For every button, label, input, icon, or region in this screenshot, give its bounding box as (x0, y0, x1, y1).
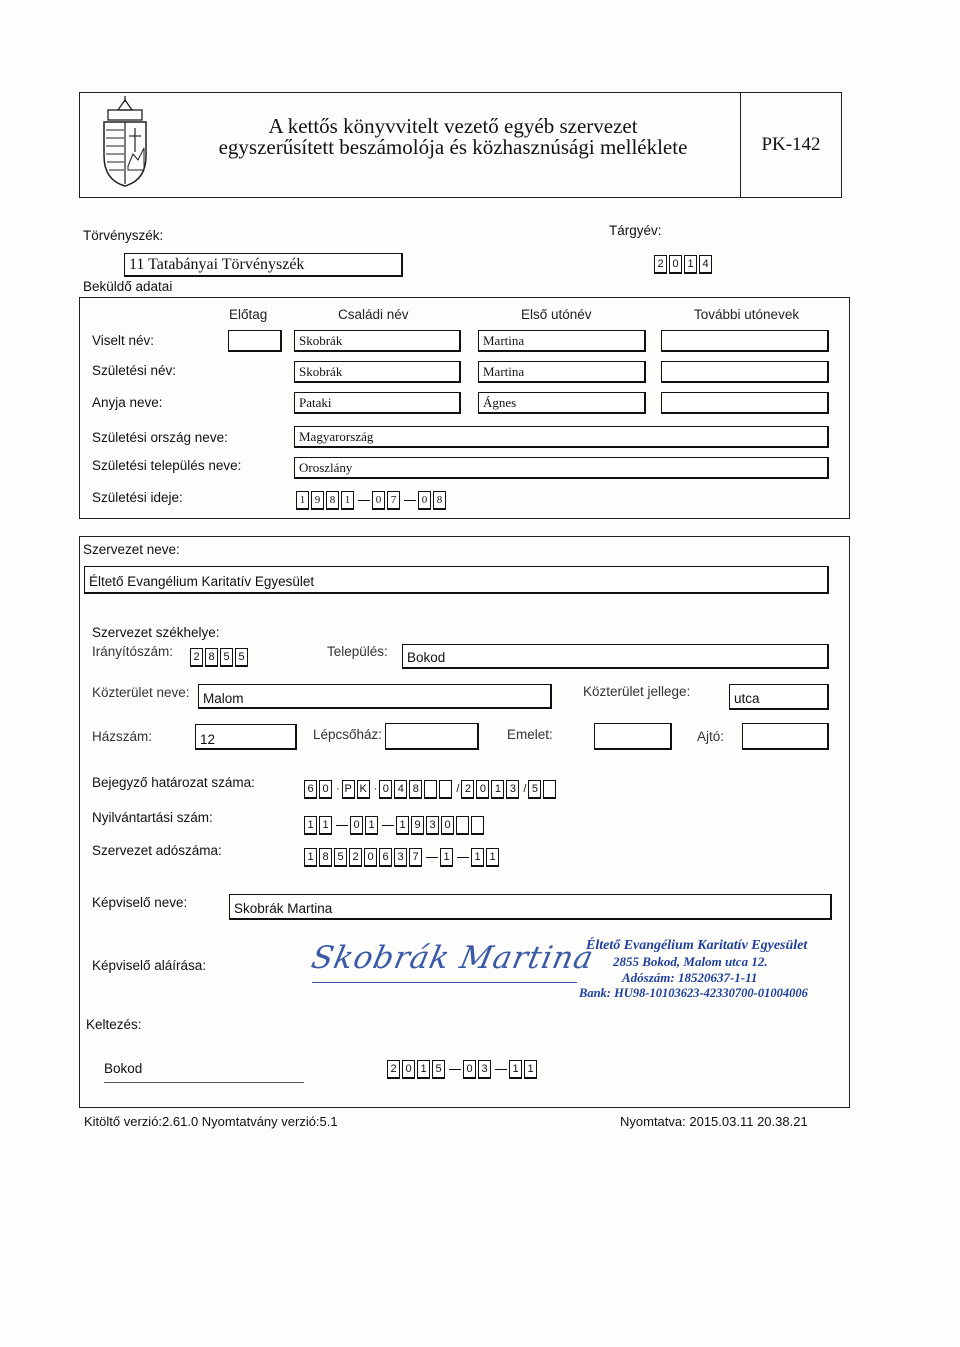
digit-cell (424, 780, 437, 799)
digit-cell: 8 (326, 491, 339, 510)
form-title-line2: egyszerűsített beszámolója és közhasznúsági melléklete (218, 135, 688, 159)
door-label: Ajtó: (697, 729, 725, 744)
birth-place-field[interactable]: Oroszlány (294, 457, 829, 479)
street-type-label: Közterület jellege: (583, 684, 691, 699)
digit-cell: 2 (349, 848, 362, 867)
digit-cell: 6 (379, 848, 392, 867)
digit-cell: 8 (409, 780, 422, 799)
representative-name-label: Képviselő neve: (92, 895, 188, 910)
zip-label: Irányítószám: (92, 644, 174, 659)
stamp-line1: Éltető Evangélium Karitatív Egyesület (586, 938, 808, 953)
street-field[interactable]: Malom (198, 684, 552, 709)
digit-cell: K (357, 780, 370, 799)
stairway-field[interactable] (385, 723, 479, 750)
digit-separator: · (336, 783, 340, 795)
court-field[interactable]: 11 Tatabányai Törvényszék (124, 253, 403, 277)
digit-separator (336, 825, 348, 826)
subject-year-field[interactable] (654, 255, 714, 273)
digit-separator (449, 1069, 461, 1070)
digit-cell: 6 (304, 780, 317, 799)
birth-place-label: Születési település neve: (92, 458, 242, 473)
floor-label: Emelet: (507, 727, 553, 742)
submitter-section-label: Beküldő adatai (83, 279, 173, 294)
representative-signature: Skobrák Martina (308, 940, 598, 976)
digit-cell: 7 (409, 848, 422, 867)
street-label: Közterület neve: (92, 685, 190, 700)
org-name-field[interactable]: Éltető Evangélium Karitatív Egyesület (84, 566, 829, 594)
org-name-label: Szervezet neve: (83, 542, 180, 557)
digit-cell: 0 (669, 255, 682, 274)
digit-cell: 0 (372, 491, 385, 510)
digit-cell: 2 (387, 1060, 400, 1079)
digit-separator: / (456, 783, 460, 795)
street-type-field[interactable]: utca (729, 684, 829, 710)
row-label-szuletesi: Születési név: (92, 363, 177, 378)
decision-number-label: Bejegyző határozat száma: (92, 775, 255, 790)
digit-separator (426, 857, 438, 858)
digit-cell: 1 (440, 848, 453, 867)
digit-separator: / (523, 783, 527, 795)
digit-cell: 0 (319, 780, 332, 799)
stamp-line2: 2855 Bokod, Malom utca 12. (613, 954, 768, 969)
coat-of-arms-icon (100, 96, 150, 188)
prefix-field[interactable] (228, 330, 282, 352)
digit-cell: 3 (426, 816, 439, 835)
digit-cell: 1 (471, 848, 484, 867)
mother-family-name-field[interactable]: Pataki (294, 392, 461, 414)
digit-cell: 9 (311, 491, 324, 510)
digit-cell: 3 (394, 848, 407, 867)
digit-cell: 5 (235, 648, 248, 667)
col-other-header: További utónevek (694, 307, 800, 322)
digit-cell: 1 (684, 255, 697, 274)
tax-number-label: Szervezet adószáma: (92, 843, 222, 858)
zip-field[interactable] (190, 648, 250, 666)
form-code: PK-142 (761, 134, 821, 155)
digit-cell: 8 (319, 848, 332, 867)
digit-cell: 1 (365, 816, 378, 835)
digit-cell: 1 (319, 816, 332, 835)
mother-other-names-field[interactable] (661, 392, 829, 414)
door-field[interactable] (742, 723, 829, 750)
row-label-anyja: Anyja neve: (92, 395, 163, 410)
digit-cell: 1 (417, 1060, 430, 1079)
digit-cell: 4 (699, 255, 712, 274)
digit-cell: 1 (304, 848, 317, 867)
seat-label: Szervezet székhelye: (92, 625, 220, 640)
digit-cell (456, 816, 469, 835)
digit-cell: 8 (205, 648, 218, 667)
footer-version: Kitöltő verzió:2.61.0 Nyomtatvány verzió:5.1 (84, 1114, 338, 1129)
digit-cell: 5 (334, 848, 347, 867)
digit-cell (471, 816, 484, 835)
digit-cell: 2 (461, 780, 474, 799)
dating-place-line (104, 1082, 304, 1083)
digit-cell: 0 (441, 816, 454, 835)
col-prefix-header: Előtag (229, 307, 268, 322)
digit-separator (404, 500, 416, 501)
house-number-label: Házszám: (92, 729, 153, 744)
col-first-header: Első utónév (521, 307, 592, 322)
digit-cell: 0 (364, 848, 377, 867)
digit-cell: 9 (411, 816, 424, 835)
registry-number-field[interactable] (304, 816, 486, 834)
digit-cell: 0 (463, 1060, 476, 1079)
stamp-line4: Bank: HU98-10103623-42330700-01004006 (579, 986, 808, 1000)
family-name-field[interactable]: Skobrák (294, 330, 461, 352)
digit-cell: 0 (379, 780, 392, 799)
dating-label: Keltezés: (86, 1017, 142, 1032)
form-title-line1: A kettős könyvvitelt vezető egyéb szervezet (268, 114, 638, 138)
digit-cell: 1 (396, 816, 409, 835)
city-label: Település: (327, 644, 388, 659)
stamp-line3: Adószám: 18520637-1-11 (622, 970, 758, 985)
digit-cell: 1 (296, 491, 309, 510)
house-number-field[interactable]: 12 (195, 724, 297, 750)
tax-number-field[interactable] (304, 848, 501, 866)
digit-cell: 1 (491, 780, 504, 799)
digit-cell: 5 (220, 648, 233, 667)
representative-name-field[interactable]: Skobrák Martina (229, 894, 832, 920)
stairway-label: Lépcsőház: (313, 727, 383, 742)
col-family-header: Családi név (338, 307, 409, 322)
digit-cell (439, 780, 452, 799)
digit-cell: 8 (433, 491, 446, 510)
digit-cell: 0 (476, 780, 489, 799)
registry-number-label: Nyilvántartási szám: (92, 810, 213, 825)
floor-field[interactable] (594, 723, 672, 750)
other-names-field[interactable] (661, 330, 829, 352)
digit-cell: 1 (524, 1060, 537, 1079)
signature-underline (312, 982, 577, 983)
dating-place: Bokod (104, 1061, 143, 1076)
dating-date-field[interactable] (387, 1060, 539, 1078)
decision-number-field[interactable] (304, 780, 558, 798)
digit-separator: · (373, 783, 378, 795)
digit-cell: 3 (506, 780, 519, 799)
birth-country-label: Születési ország neve: (92, 430, 228, 445)
birth-other-names-field[interactable] (661, 361, 829, 383)
digit-cell: 5 (432, 1060, 445, 1079)
birth-date-field[interactable] (296, 491, 448, 509)
birth-first-name-field[interactable]: Martina (478, 361, 646, 383)
digit-separator (382, 825, 394, 826)
digit-cell: 2 (190, 648, 203, 667)
digit-cell: 1 (486, 848, 499, 867)
digit-cell: 7 (387, 491, 400, 510)
footer-printed: Nyomtatva: 2015.03.11 20.38.21 (620, 1114, 808, 1129)
digit-cell (543, 780, 556, 799)
digit-cell: 0 (350, 816, 363, 835)
digit-cell: 3 (478, 1060, 491, 1079)
birth-country-field[interactable]: Magyarország (294, 426, 829, 448)
digit-separator (457, 857, 469, 858)
representative-signature-label: Képviselő aláírása: (92, 958, 207, 973)
subject-year-label: Tárgyév: (609, 223, 662, 238)
digit-cell: 5 (528, 780, 541, 799)
digit-separator (495, 1069, 507, 1070)
digit-cell: 1 (304, 816, 317, 835)
mother-first-name-field[interactable]: Ágnes (478, 392, 646, 414)
digit-separator (358, 500, 370, 501)
digit-cell: 0 (418, 491, 431, 510)
row-label-viselt: Viselt név: (92, 333, 155, 348)
city-field[interactable]: Bokod (402, 644, 829, 669)
digit-cell: 1 (341, 491, 354, 510)
birth-date-label: Születési ideje: (92, 490, 183, 505)
court-label: Törvényszék: (83, 228, 164, 243)
digit-cell: 4 (394, 780, 407, 799)
birth-family-name-field[interactable]: Skobrák (294, 361, 461, 383)
digit-cell: 1 (509, 1060, 522, 1079)
digit-cell: 0 (402, 1060, 415, 1079)
first-name-field[interactable]: Martina (478, 330, 646, 352)
digit-cell: P (342, 780, 355, 799)
digit-cell: 2 (654, 255, 667, 274)
